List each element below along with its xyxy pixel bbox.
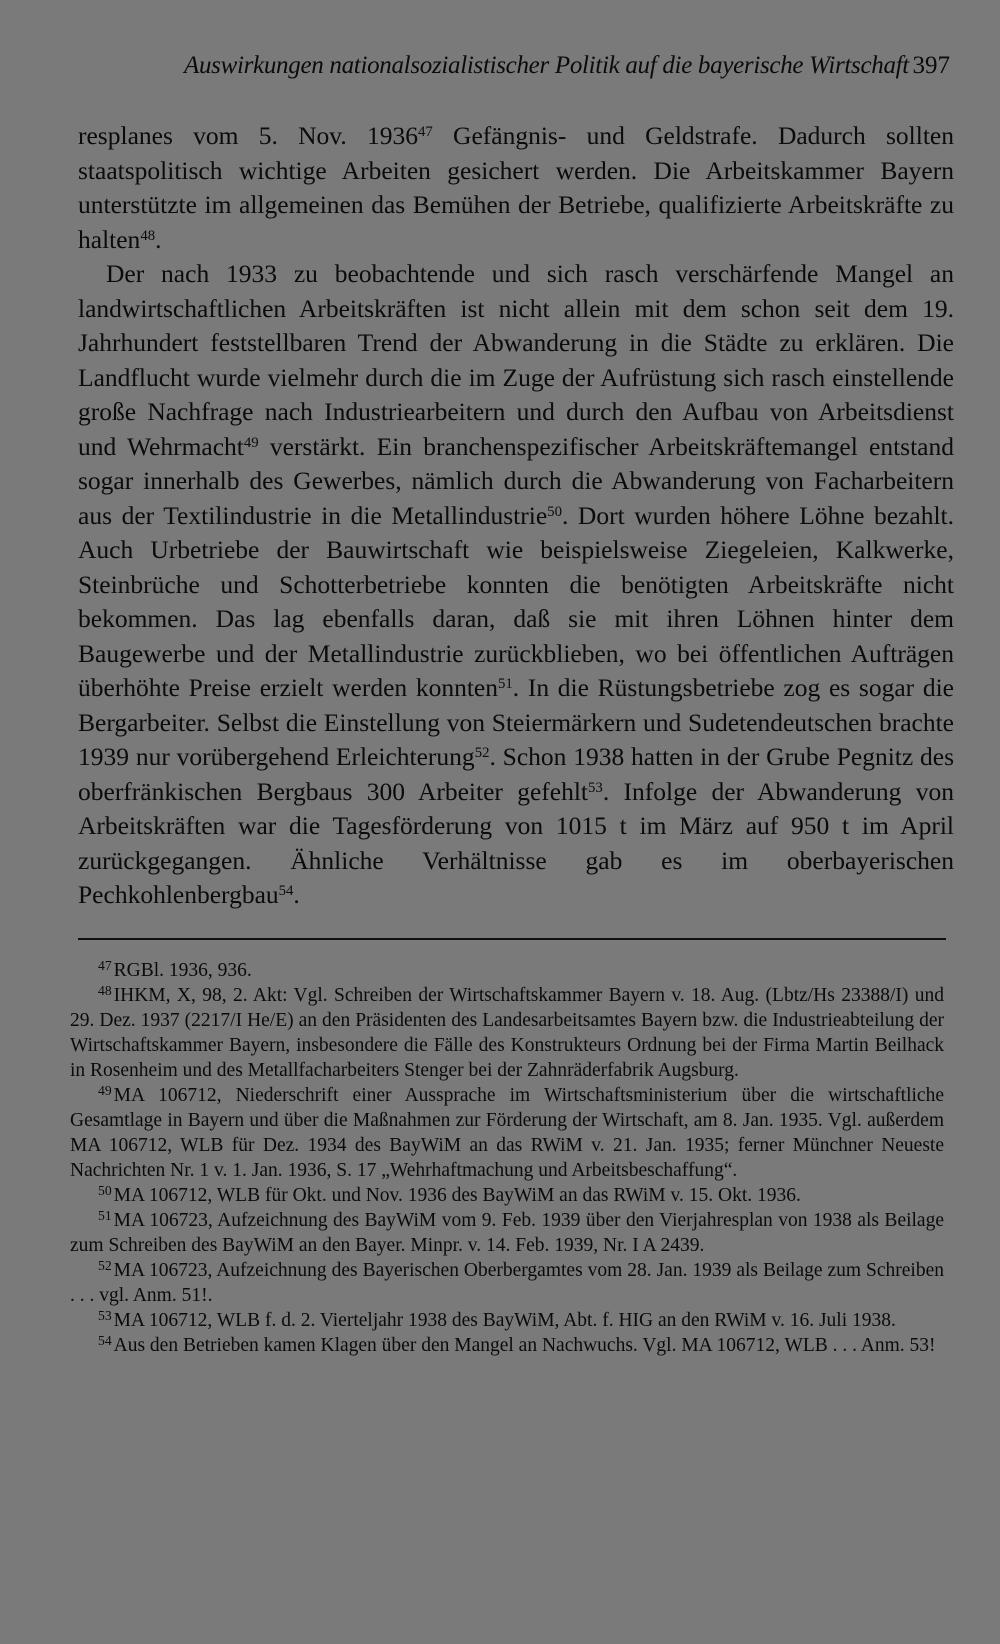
footnote-number: 49: [98, 1082, 112, 1098]
footnote-ref-47: 47: [418, 123, 433, 140]
footnote-number: 48: [98, 982, 112, 998]
footnote-text: MA 106712, WLB f. d. 2. Vierteljahr 1938 des BayWiM, Abt. f. HIG an den RWiM v. 16. Juli 1938.: [113, 1310, 896, 1331]
footnote-divider: [78, 938, 946, 940]
footnote-53: [70, 1308, 944, 1333]
footnote-50: [70, 1183, 944, 1208]
page-number: 397: [912, 52, 950, 79]
footnote-ref-50: 50: [547, 503, 562, 520]
text-run: . In die Rüstungsbetriebe zog es sogar die Bergarbeiter. Selbst die Einstellung von Steiermärkern und Sudetendeutschen brachte 1939 nur vorübergehend Erleichterung: [78, 673, 954, 771]
footnote-ref-48: 48: [140, 227, 156, 244]
text-run: .: [293, 880, 300, 909]
text-run: . Dort wurden höhere Löhne bezahlt. Auch Urbetriebe der Bauwirtschaft wie beispielsweise Ziegeleien, Kalkwerke, Steinbrüche und Schotterbetriebe konnten die benötigten Arbeitskräfte nicht bekommen. Das lag ebenfalls daran, daß sie mit ihren Löhnen hinter dem Baugewerbe und der Metallindustrie zurückblieben, wo bei öffentlichen Aufträgen überhöhte Preise erzielt werden konnten: [78, 500, 954, 702]
footnote-text: MA 106712, Niederschrift einer Aussprache im Wirtschaftsministerium über die wirtschaftliche Gesamtlage in Bayern und über die Maßnahmen zur Förderung der Wirtschaft, am 8. Jan. 1935. Vgl. außerdem MA 106712, WLB für Dez. 1934 des BayWiM an das RWiM v. 21. Jan. 1935; ferner Münchner Neueste Nachrichten Nr. 1 v. 1. Jan. 1936, S. 17 „Wehrhaftmachung und Arbeitsbeschaffung“.: [70, 1085, 944, 1181]
footnotes: [70, 958, 944, 1358]
text-run: Der nach 1933 zu beobachtende und sich rasch verschärfende Mangel an landwirtschaftlichen Arbeitskräften ist nicht allein mit dem schon seit dem 19. Jahrhundert feststellbaren Trend der Abwanderung in die Städte zu erklären. Die Landflucht wurde vielmehr durch die im Zuge der Aufrüstung sich rasch einstellende große Nachfrage nach Industriearbeitern und durch den Aufbau von Arbeitsdienst und Wehrmacht: [78, 259, 954, 461]
footnote-text: Aus den Betrieben kamen Klagen über den Mangel an Nachwuchs. Vgl. MA 106712, WLB . . . Anm. 53!: [113, 1335, 936, 1356]
footnote-number: 54: [98, 1332, 112, 1348]
footnote-48: [70, 983, 944, 1083]
footnote-51: [70, 1208, 944, 1258]
footnote-52: [70, 1258, 944, 1308]
footnote-ref-52: 52: [474, 744, 490, 761]
footnote-text: MA 106723, Aufzeichnung des BayWiM vom 9. Feb. 1939 über den Vierjahresplan von 1938 als Beilage zum Schreiben des BayWiM an den Bayer. Minpr. v. 14. Feb. 1939, Nr. I A 2439.: [70, 1210, 944, 1256]
text-run: resplanes vom 5. Nov. 1936: [78, 121, 419, 150]
footnote-ref-54: 54: [278, 882, 294, 899]
text-run: . Schon 1938 hatten in der Grube Pegnitz des oberfränkischen Bergbaus 300 Arbeiter gefehlt: [78, 742, 954, 806]
footnote-47: [70, 958, 944, 983]
footnote-number: 47: [98, 957, 112, 973]
text-run: . Infolge der Abwanderung von Arbeitskräften war die Tagesförderung von 1015 t im März auf 950 t im April zurückgegangen. Ähnliche Verhältnisse gab es im oberbayerischen Pechkohlenbergbau: [78, 776, 955, 909]
footnote-ref-49: 49: [243, 434, 259, 451]
paragraph-2: [78, 257, 954, 913]
footnote-54: [70, 1333, 944, 1358]
footnote-text: IHKM, X, 98, 2. Akt: Vgl. Schreiben der Wirtschaftskammer Bayern v. 18. Aug. (Lbtz/Hs 23388/I) und 29. Dez. 1937 (2217/I He/E) an den Präsidenten des Landesarbeitsamtes Bayern bzw. die Industrieabteilung der Wirtschaftskammer Bayern, insbesondere die Fälle des Konstrukteurs Ordnung bei der Firma Martin Beilhack in Rosenheim und des Metallfacharbeiters Stenger bei der Zahnräderfabrik Augsburg.: [70, 985, 944, 1081]
footnote-ref-53: 53: [588, 779, 603, 796]
footnote-number: 52: [98, 1257, 112, 1273]
text-run: .: [155, 224, 162, 254]
running-head: [78, 50, 952, 86]
text-run: Gefängnis- und Geldstrafe. Dadurch sollten staatspolitisch wichtige Arbeiten gesichert werden. Die Arbeitskammer Bayern unterstützte im allgemeinen das Bemühen der Betriebe, qualifizierte Arbeitskräfte zu halten: [78, 121, 954, 254]
footnote-text: MA 106712, WLB für Okt. und Nov. 1936 des BayWiM an das RWiM v. 15. Okt. 1936.: [113, 1185, 801, 1206]
footnote-number: 53: [98, 1307, 112, 1323]
running-head-title: Auswirkungen nationalsozialistischer Politik auf die bayerische Wirtschaft: [184, 52, 909, 79]
paragraph-1: [78, 119, 954, 257]
footnote-number: 50: [98, 1182, 112, 1198]
footnote-49: [70, 1083, 944, 1183]
text-run: verstärkt. Ein branchenspezifischer Arbeitskräftemangel entstand sogar innerhalb des Gewerbes, nämlich durch die Abwanderung von Facharbeitern aus der Textilindustrie in die Metallindustrie: [78, 431, 954, 530]
footnote-ref-51: 51: [498, 675, 513, 692]
footnote-text: RGBl. 1936, 936.: [113, 960, 252, 981]
footnote-text: MA 106723, Aufzeichnung des Bayerischen Oberbergamtes vom 28. Jan. 1939 als Beilage zum Schreiben . . . vgl. Anm. 51!.: [70, 1260, 944, 1306]
footnote-number: 51: [98, 1207, 112, 1223]
main-text: [78, 119, 954, 913]
